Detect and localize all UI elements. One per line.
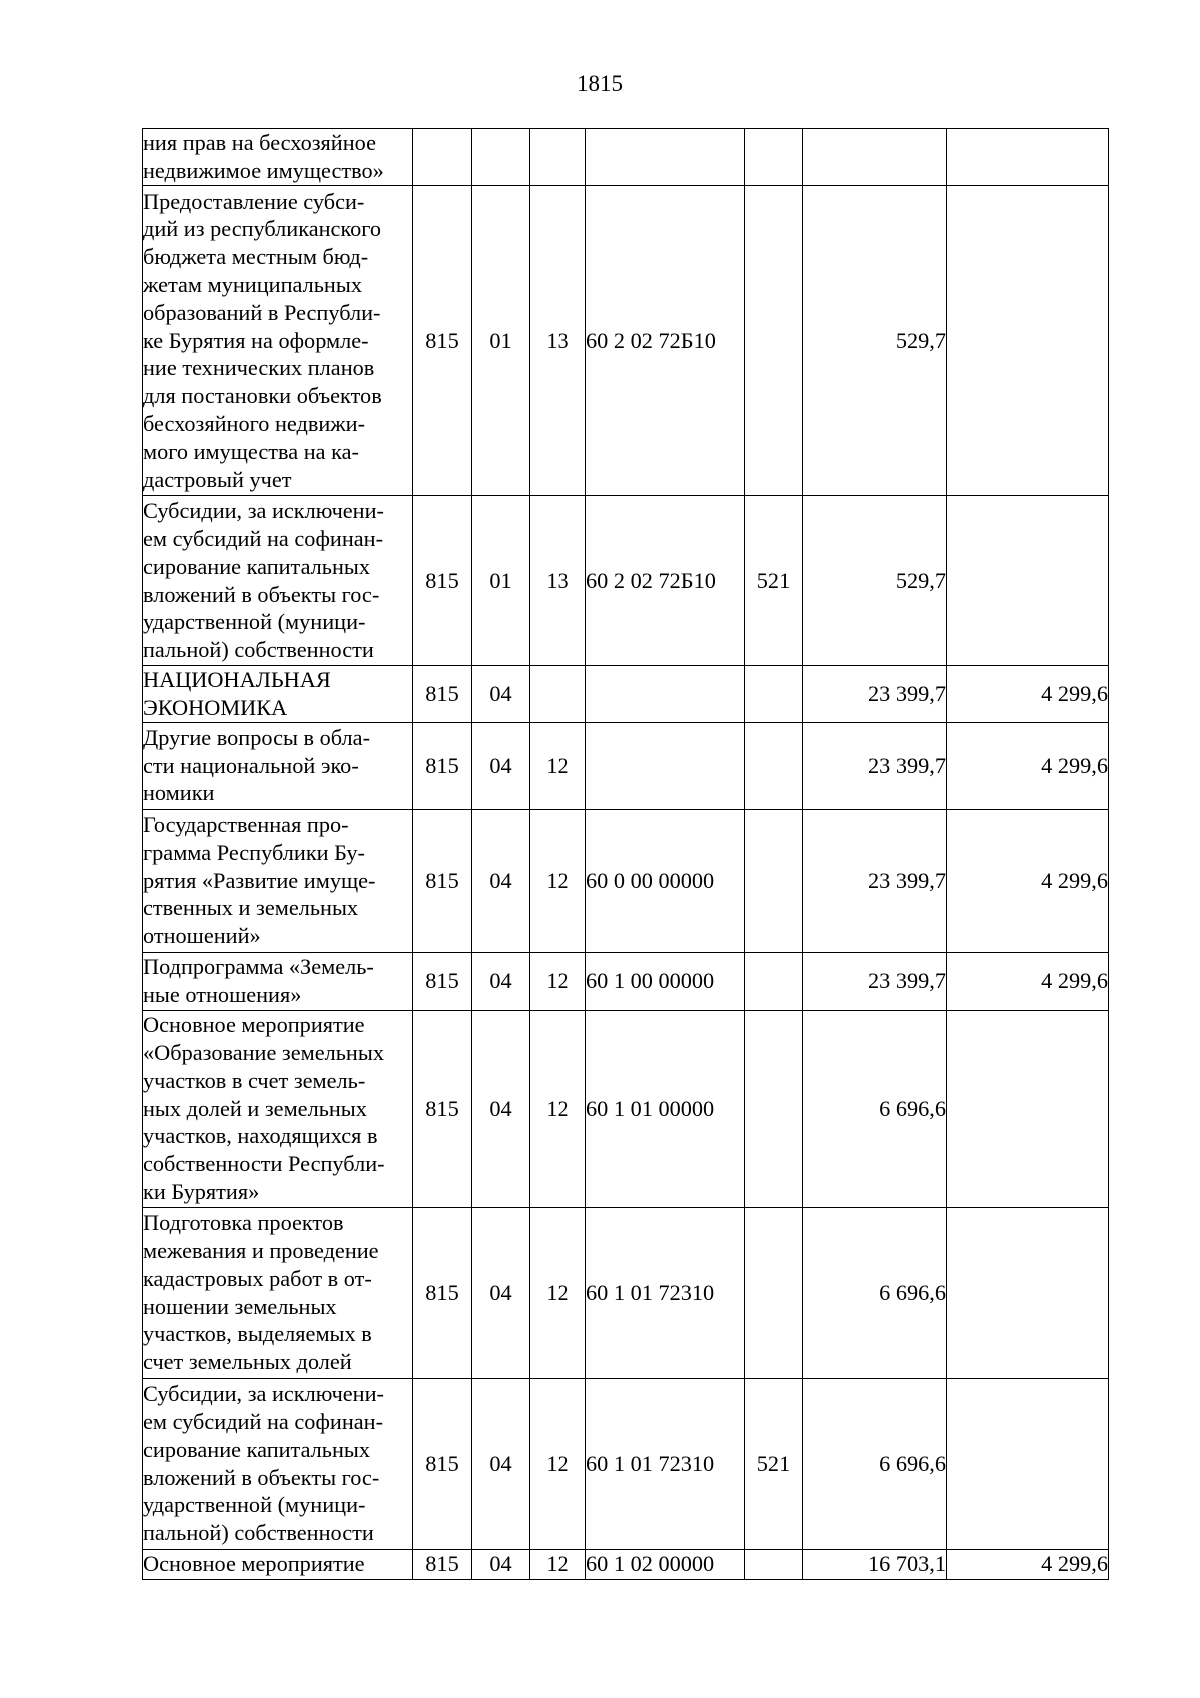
item-name-cell [143,809,413,952]
target-article-cell: 60 2 02 72Б10 [586,186,745,496]
target-article-cell: 60 1 00 00000 [586,952,745,1010]
expense-type-cell: 521 [745,1378,803,1549]
section-code-cell: 01 [472,186,530,496]
amount-year2-cell [947,496,1109,666]
amount-year1-cell: 23 399,7 [803,809,947,952]
table-row [143,809,1109,952]
item-name-line: ные отношения» [143,982,302,1008]
target-article-cell: 60 1 01 72310 [586,1207,745,1378]
budget-table [142,128,1109,1580]
section-code-cell: 04 [472,666,530,723]
section-code-cell: 04 [472,952,530,1010]
section-code-cell: 04 [472,1549,530,1579]
item-name-line: номики [143,780,215,806]
item-name-line: жетам муниципальных [143,272,362,297]
item-name-line: для постановки объектов [143,383,382,409]
department-code-cell [413,129,472,186]
item-name-line: ЭКОНОМИКА [143,694,288,720]
table-row [143,1207,1109,1378]
item-name-cell [143,666,413,723]
target-article-cell: 60 2 02 72Б10 [586,496,745,666]
item-name-line: образований в Республи- [143,299,381,325]
item-name-line: Другие вопросы в обла- [143,724,371,750]
department-code-cell: 815 [413,1010,472,1207]
amount-year2-cell [947,1010,1109,1207]
subsection-code-cell: 13 [530,496,586,666]
item-name-line: Основное мероприятие [143,1012,365,1038]
item-name-line: ки Бурятия» [143,1179,260,1205]
department-code-cell: 815 [413,1378,472,1549]
item-name-line: отношений» [143,923,261,949]
item-name-line: бесхозяйного недвижи- [143,410,366,436]
department-code-cell: 815 [413,1207,472,1378]
item-name-line: вложений в объекты гос- [143,1464,380,1490]
amount-year1-cell: 6 696,6 [803,1378,947,1549]
item-name-line: ударственной (муници- [143,609,366,635]
department-code-cell: 815 [413,722,472,809]
amount-year1-cell: 23 399,7 [803,666,947,723]
item-name-line: межевания и проведение [143,1238,379,1263]
department-code-cell: 815 [413,496,472,666]
expense-type-cell [745,809,803,952]
item-name-line: участков в счет земель- [143,1067,366,1093]
item-name-line: участков, находящихся в [143,1123,378,1149]
item-name-line: кадастровых работ в от- [143,1265,372,1291]
item-name-line: ке Бурятия на оформле- [143,327,369,353]
department-code-cell: 815 [413,952,472,1010]
amount-year1-cell: 16 703,1 [803,1549,947,1579]
item-name-line: недвижимое имущество» [143,158,384,183]
subsection-code-cell: 12 [530,1010,586,1207]
expense-type-cell [745,1010,803,1207]
subsection-code-cell: 12 [530,1549,586,1579]
subsection-code-cell [530,666,586,723]
item-name-line: Основное мероприятие [143,1551,365,1577]
amount-year2-cell: 4 299,6 [947,1549,1109,1579]
item-name-line: сти национальной эко- [143,752,359,778]
target-article-cell [586,722,745,809]
section-code-cell: 04 [472,1378,530,1549]
item-name-line: ем субсидий на софинан- [143,525,384,551]
amount-year1-cell [803,129,947,186]
department-code-cell: 815 [413,666,472,723]
table-row [143,129,1109,186]
page-number: 1815 [577,71,623,96]
item-name-line: пальной) собственности [143,1520,374,1546]
department-code-cell: 815 [413,186,472,496]
section-code-cell: 01 [472,496,530,666]
expense-type-cell [745,186,803,496]
expense-type-cell [745,129,803,186]
item-name-line: ударственной (муници- [143,1492,366,1518]
amount-year2-cell: 4 299,6 [947,722,1109,809]
expense-type-cell [745,722,803,809]
subsection-code-cell: 12 [530,1378,586,1549]
target-article-cell [586,666,745,723]
subsection-code-cell: 12 [530,1207,586,1378]
item-name-line: рятия «Развитие имуще- [143,867,376,893]
target-article-cell: 60 1 01 72310 [586,1378,745,1549]
amount-year2-cell: 4 299,6 [947,952,1109,1010]
target-article-cell: 60 0 00 00000 [586,809,745,952]
amount-year2-cell [947,129,1109,186]
subsection-code-cell: 12 [530,952,586,1010]
item-name-line: Предоставление субси- [143,188,365,214]
item-name-line: Субсидии, за исключени- [143,1381,384,1407]
amount-year2-cell [947,1378,1109,1549]
item-name-line: вложений в объекты гос- [143,581,380,607]
item-name-line: сирование капитальных [143,553,371,579]
amount-year2-cell: 4 299,6 [947,666,1109,723]
amount-year2-cell [947,186,1109,496]
item-name-line: Государственная про- [143,812,349,838]
target-article-cell [586,129,745,186]
item-name-line: сирование капитальных [143,1436,371,1462]
item-name-line: ния прав на бесхозяйное [143,130,376,156]
subsection-code-cell: 13 [530,186,586,496]
amount-year1-cell: 529,7 [803,186,947,496]
expense-type-cell [745,1207,803,1378]
item-name-cell [143,186,413,496]
section-code-cell: 04 [472,809,530,952]
expense-type-cell [745,952,803,1010]
item-name-line: дастровый учет [143,466,292,492]
amount-year2-cell [947,1207,1109,1378]
table-row [143,186,1109,496]
table-row [143,496,1109,666]
table-body [143,129,1109,1580]
table-row [143,1010,1109,1207]
section-code-cell: 04 [472,1010,530,1207]
amount-year2-cell: 4 299,6 [947,809,1109,952]
item-name-line: счет земельных долей [143,1349,352,1375]
item-name-cell [143,1549,413,1579]
item-name-line: ние технических планов [143,355,375,381]
item-name-line: ных долей и земельных [143,1095,367,1121]
item-name-line: Подготовка проектов [143,1210,344,1236]
expense-type-cell: 521 [745,496,803,666]
department-code-cell: 815 [413,1549,472,1579]
table-row [143,722,1109,809]
item-name-line: мого имущества на ка- [143,438,359,464]
subsection-code-cell: 12 [530,809,586,952]
target-article-cell: 60 1 02 00000 [586,1549,745,1579]
item-name-cell [143,1207,413,1378]
item-name-cell [143,496,413,666]
amount-year1-cell: 6 696,6 [803,1010,947,1207]
section-code-cell [472,129,530,186]
item-name-line: Субсидии, за исключени- [143,498,384,524]
subsection-code-cell: 12 [530,722,586,809]
item-name-line: Подпрограмма «Земель- [143,954,374,980]
item-name-line: ственных и земельных [143,895,359,921]
amount-year1-cell: 529,7 [803,496,947,666]
item-name-line: участков, выделяемых в [143,1321,372,1347]
expense-type-cell [745,1549,803,1579]
target-article-cell: 60 1 01 00000 [586,1010,745,1207]
expense-type-cell [745,666,803,723]
amount-year1-cell: 23 399,7 [803,722,947,809]
table-row [143,1549,1109,1579]
item-name-line: грамма Республики Бу- [143,839,365,865]
amount-year1-cell: 6 696,6 [803,1207,947,1378]
item-name-line: дий из республиканского [143,216,382,242]
item-name-line: НАЦИОНАЛЬНАЯ [143,667,331,692]
table-row [143,1378,1109,1549]
item-name-cell [143,1010,413,1207]
item-name-line: пальной) собственности [143,637,374,663]
item-name-line: ем субсидий на софинан- [143,1409,384,1434]
item-name-line: бюджета местным бюд- [143,244,369,270]
table-row [143,952,1109,1010]
subsection-code-cell [530,129,586,186]
item-name-cell [143,952,413,1010]
amount-year1-cell: 23 399,7 [803,952,947,1010]
item-name-cell [143,1378,413,1549]
item-name-cell [143,129,413,186]
item-name-line: ношении земельных [143,1293,337,1319]
item-name-line: «Образование земельных [143,1040,384,1066]
department-code-cell: 815 [413,809,472,952]
item-name-line: собственности Республи- [143,1151,385,1177]
section-code-cell: 04 [472,1207,530,1378]
table-row [143,666,1109,723]
section-code-cell: 04 [472,722,530,809]
item-name-cell [143,722,413,809]
